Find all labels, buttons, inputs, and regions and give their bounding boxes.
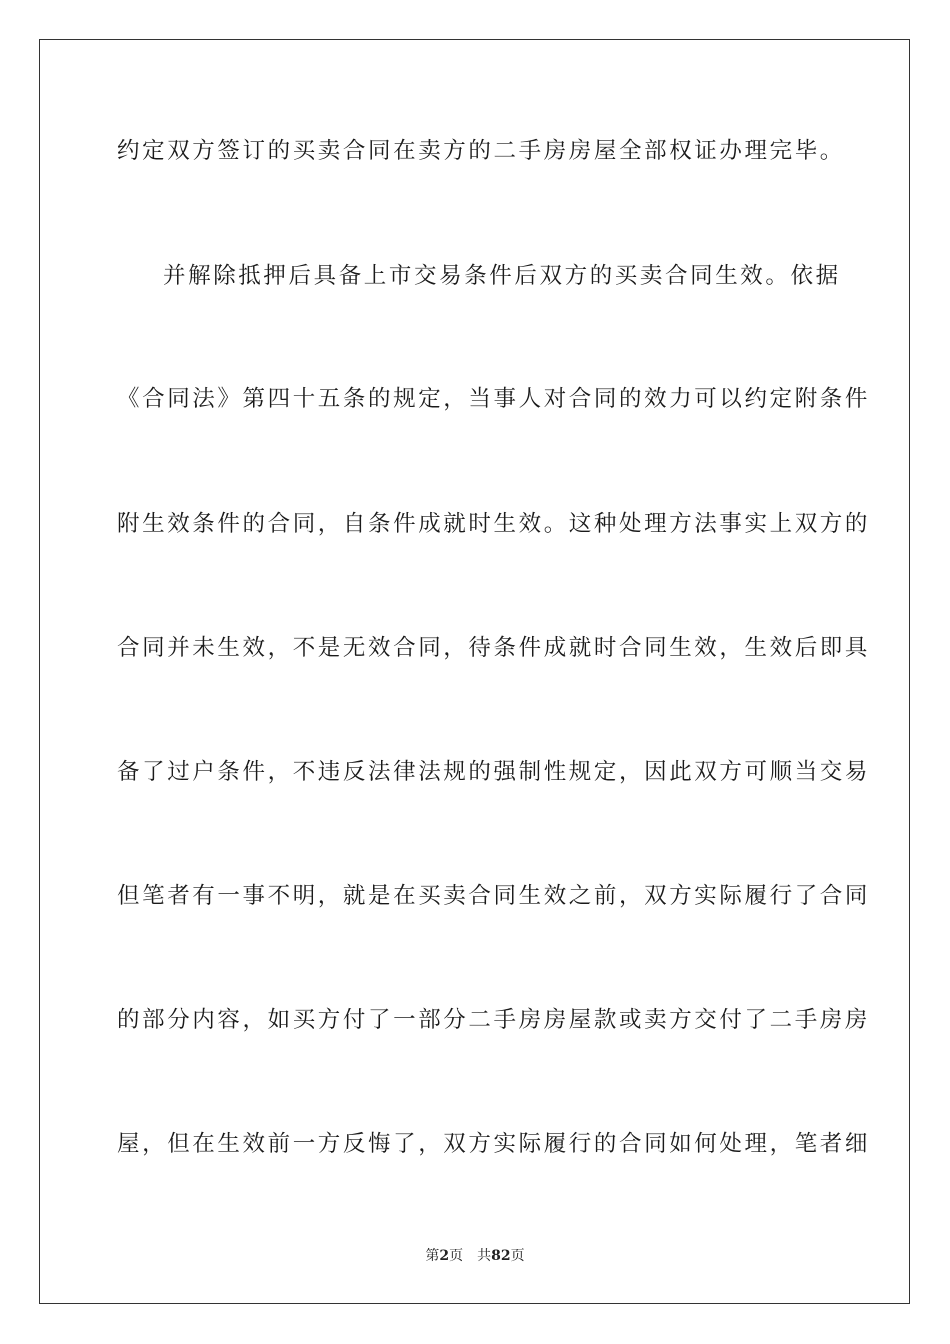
text-line-3: 《合同法》第四十五条的规定，当事人对合同的效力可以约定附条件 xyxy=(117,386,871,412)
text-line-7: 但笔者有一事不明，就是在买卖合同生效之前，双方实际履行了合同 xyxy=(117,883,871,909)
page-prefix: 第 xyxy=(425,1248,440,1264)
page-number: 2 xyxy=(439,1248,450,1264)
page-suffix: 页 xyxy=(449,1248,464,1264)
page-border xyxy=(39,39,910,1304)
text-line-6: 备了过户条件，不违反法律法规的强制性规定，因此双方可顺当交易 xyxy=(117,759,871,785)
text-line-9: 屋，但在生效前一方反悔了，双方实际履行的合同如何处理，笔者细 xyxy=(117,1131,871,1157)
page-footer xyxy=(0,1247,950,1265)
text-line-2: 并解除抵押后具备上市交易条件后双方的买卖合同生效。依据 xyxy=(163,263,841,289)
total-prefix: 共 xyxy=(477,1248,492,1264)
text-line-1: 约定双方签订的买卖合同在卖方的二手房房屋全部权证办理完毕。 xyxy=(117,138,845,164)
total-pages: 82 xyxy=(491,1248,511,1264)
total-suffix: 页 xyxy=(510,1248,525,1264)
text-line-8: 的部分内容，如买方付了一部分二手房房屋款或卖方交付了二手房房 xyxy=(117,1007,871,1033)
text-line-5: 合同并未生效，不是无效合同，待条件成就时合同生效，生效后即具 xyxy=(117,635,871,661)
text-line-4: 附生效条件的合同，自条件成就时生效。这种处理方法事实上双方的 xyxy=(117,511,871,537)
